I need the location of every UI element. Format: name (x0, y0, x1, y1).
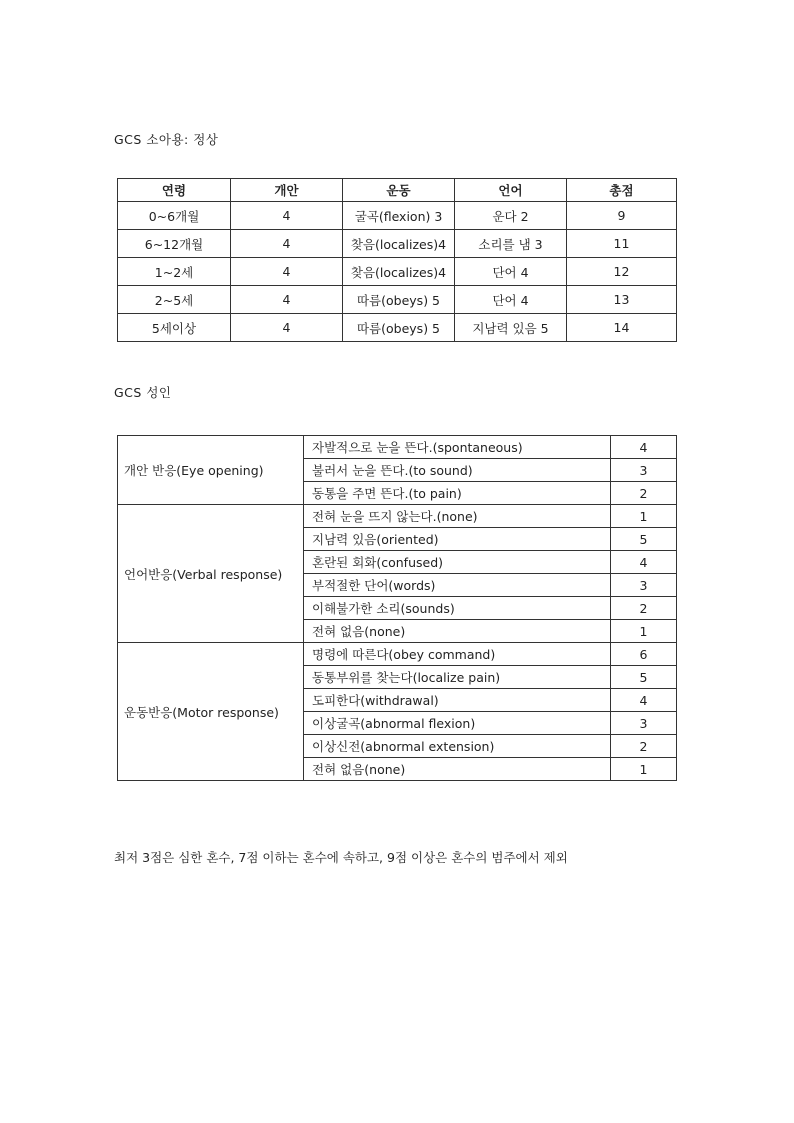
cell-eye: 4 (231, 286, 343, 314)
cell-motor: 따름(obeys) 5 (343, 286, 455, 314)
cell-verbal: 지남력 있음 5 (455, 314, 567, 342)
response-score: 3 (611, 712, 677, 735)
column-header-eye: 개안 (231, 179, 343, 202)
column-header-verbal: 언어 (455, 179, 567, 202)
response-desc: 불러서 눈을 뜬다.(to sound) (304, 459, 611, 482)
cell-eye: 4 (231, 314, 343, 342)
response-desc: 동통을 주면 뜬다.(to pain) (304, 482, 611, 505)
cell-total: 12 (567, 258, 677, 286)
cell-total: 11 (567, 230, 677, 258)
column-header-age: 연령 (118, 179, 231, 202)
response-desc: 이해불가한 소리(sounds) (304, 597, 611, 620)
cell-age: 5세이상 (118, 314, 231, 342)
cell-motor: 굴곡(flexion) 3 (343, 202, 455, 230)
column-header-total: 총점 (567, 179, 677, 202)
table-row (118, 314, 677, 342)
response-score: 2 (611, 482, 677, 505)
response-score: 4 (611, 689, 677, 712)
table-row (118, 286, 677, 314)
response-desc: 자발적으로 눈을 뜬다.(spontaneous) (304, 436, 611, 459)
cell-motor: 찾음(localizes)4 (343, 230, 455, 258)
cell-verbal: 소리를 냄 3 (455, 230, 567, 258)
cell-eye: 4 (231, 258, 343, 286)
response-desc: 부적절한 단어(words) (304, 574, 611, 597)
response-desc: 이상굴곡(abnormal flexion) (304, 712, 611, 735)
table-row (118, 230, 677, 258)
response-desc: 명령에 따른다(obey command) (304, 643, 611, 666)
cell-motor: 찾음(localizes)4 (343, 258, 455, 286)
category-eye-opening: 개안 반응(Eye opening) (118, 436, 304, 505)
cell-verbal: 운다 2 (455, 202, 567, 230)
response-desc: 혼란된 회화(confused) (304, 551, 611, 574)
response-desc: 도피한다(withdrawal) (304, 689, 611, 712)
category-motor-response: 운동반응(Motor response) (118, 643, 304, 781)
cell-eye: 4 (231, 202, 343, 230)
table-row (118, 436, 677, 459)
cell-verbal: 단어 4 (455, 258, 567, 286)
pediatric-gcs-title: GCS 소아용: 정상 (114, 132, 219, 147)
response-score: 6 (611, 643, 677, 666)
response-desc: 전혀 눈을 뜨지 않는다.(none) (304, 505, 611, 528)
response-desc: 이상신전(abnormal extension) (304, 735, 611, 758)
gcs-interpretation-note: 최저 3점은 심한 혼수, 7점 이하는 혼수에 속하고, 9점 이상은 혼수의 범주에서 제외 (114, 850, 568, 865)
response-score: 3 (611, 459, 677, 482)
cell-age: 6~12개월 (118, 230, 231, 258)
table-row (118, 202, 677, 230)
response-desc: 전혀 없음(none) (304, 620, 611, 643)
cell-age: 1~2세 (118, 258, 231, 286)
table-row (118, 505, 677, 528)
response-score: 1 (611, 620, 677, 643)
response-score: 4 (611, 551, 677, 574)
column-header-motor: 운동 (343, 179, 455, 202)
response-score: 1 (611, 758, 677, 781)
adult-gcs-title: GCS 성인 (114, 385, 172, 400)
cell-total: 9 (567, 202, 677, 230)
response-score: 5 (611, 666, 677, 689)
cell-age: 2~5세 (118, 286, 231, 314)
response-score: 4 (611, 436, 677, 459)
response-score: 5 (611, 528, 677, 551)
table-header-row (118, 179, 677, 202)
category-verbal-response: 언어반응(Verbal response) (118, 505, 304, 643)
response-score: 3 (611, 574, 677, 597)
response-score: 1 (611, 505, 677, 528)
response-desc: 동통부위를 찾는다(localize pain) (304, 666, 611, 689)
cell-verbal: 단어 4 (455, 286, 567, 314)
cell-age: 0~6개월 (118, 202, 231, 230)
table-row (118, 643, 677, 666)
cell-total: 14 (567, 314, 677, 342)
response-desc: 지남력 있음(oriented) (304, 528, 611, 551)
cell-eye: 4 (231, 230, 343, 258)
table-row (118, 258, 677, 286)
pediatric-gcs-table (117, 178, 677, 342)
response-score: 2 (611, 597, 677, 620)
response-desc: 전혀 없음(none) (304, 758, 611, 781)
adult-gcs-table (117, 435, 677, 781)
cell-total: 13 (567, 286, 677, 314)
response-score: 2 (611, 735, 677, 758)
cell-motor: 따름(obeys) 5 (343, 314, 455, 342)
